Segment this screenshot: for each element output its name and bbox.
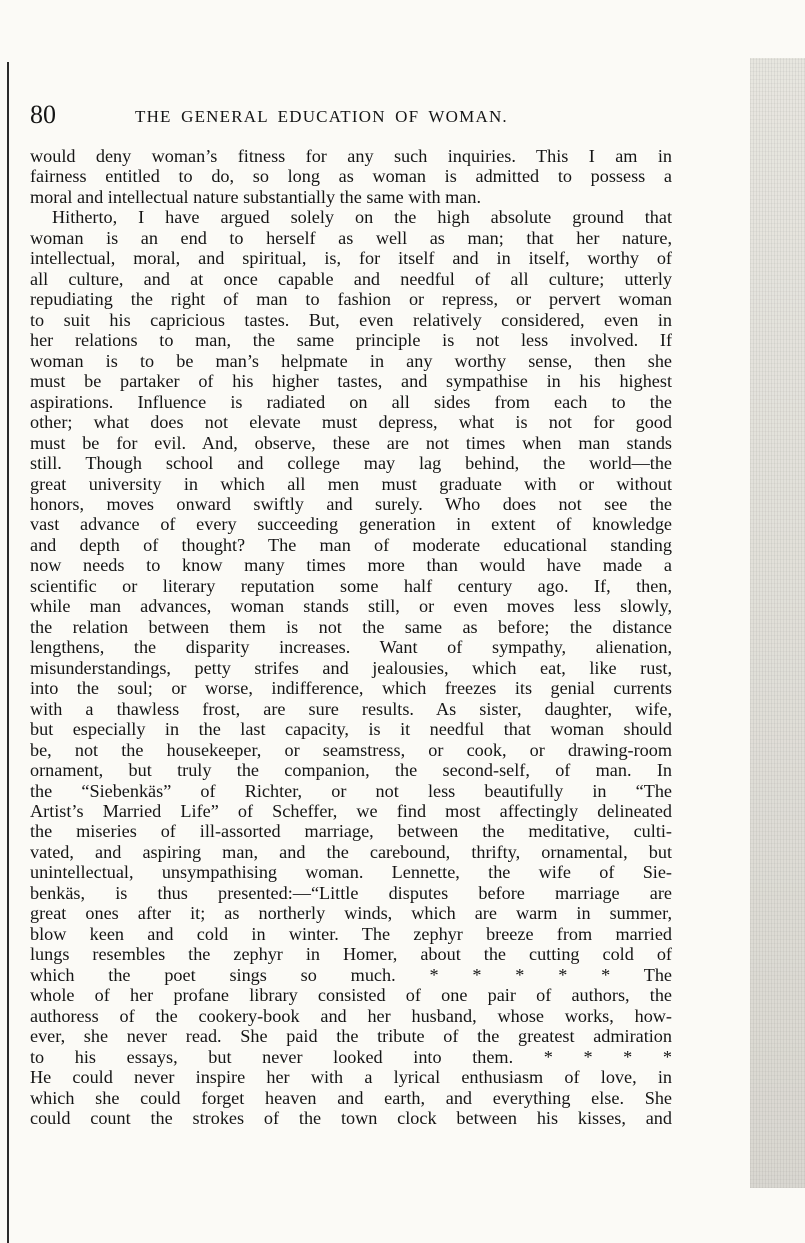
text-line: woman is an end to herself as well as man; that her nature, <box>30 227 672 248</box>
text-line: repudiating the right of man to fashion or repress, or pervert woman <box>30 289 672 310</box>
text-line: misunderstandings, petty strifes and jealousies, which eat, like rust, <box>30 657 672 678</box>
page-number: 80 <box>30 100 56 129</box>
text-line: aspirations. Influence is radiated on all sides from each to the <box>30 391 672 412</box>
text-line: unintellectual, unsympathising woman. Lennette, the wife of Sie- <box>30 862 672 883</box>
text-line: fairness entitled to do, so long as woman is admitted to possess a <box>30 166 672 187</box>
text-line: would deny woman’s fitness for any such inquiries. This I am in <box>30 146 672 166</box>
text-line: intellectual, moral, and spiritual, is, for itself and in itself, worthy of <box>30 248 672 269</box>
text-line: could count the strokes of the town clock between his kisses, and <box>30 1108 672 1129</box>
text-line: Hitherto, I have argued solely on the high absolute ground that <box>52 207 672 228</box>
text-line: into the soul; or worse, indifference, which freezes its genial currents <box>30 678 672 699</box>
text-line: and depth of thought? The man of moderate educational standing <box>30 534 672 555</box>
text-line: benkäs, is thus presented:—“Little disputes before marriage are <box>30 882 672 903</box>
text-line: to his essays, but never looked into them. * * * * <box>30 1046 672 1067</box>
text-line: still. Though school and college may lag behind, the world—the <box>30 453 672 474</box>
text-line: scientific or literary reputation some half century ago. If, then, <box>30 575 672 596</box>
text-line: her relations to man, the same principle is not less involved. If <box>30 330 672 351</box>
text-line: lungs resembles the zephyr in Homer, about the cutting cold of <box>30 944 672 965</box>
text-line: moral and intellectual nature substantially the same with man. <box>30 186 482 207</box>
text-line: ever, she never read. She paid the tribute of the greatest admiration <box>30 1026 672 1047</box>
text-line: other; what does not elevate must depress, what is not for good <box>30 412 672 433</box>
text-line: the miseries of ill-assorted marriage, between the meditative, culti- <box>30 821 672 842</box>
running-title: THE GENERAL EDUCATION OF WOMAN. <box>135 107 508 126</box>
text-line: vated, and aspiring man, and the carebound, thrifty, ornamental, but <box>30 841 672 862</box>
book-gutter-shadow <box>750 58 805 1188</box>
text-line: great university in which all men must graduate with or without <box>30 473 672 494</box>
text-line: now needs to know many times more than would have made a <box>30 555 672 576</box>
text-line: which the poet sings so much. * * * * * The <box>30 964 672 985</box>
text-line: but especially in the last capacity, is it needful that woman should <box>30 719 672 740</box>
page-edge-rule <box>7 62 9 1243</box>
text-line: all culture, and at once capable and needful of all culture; utterly <box>30 268 672 289</box>
text-line: lengthens, the disparity increases. Want of sympathy, alienation, <box>30 637 672 658</box>
text-line: woman is to be man’s helpmate in any worthy sense, then she <box>30 350 672 371</box>
text-line: blow keen and cold in winter. The zephyr breeze from married <box>30 923 672 944</box>
page-header <box>30 100 670 140</box>
text-line: the relation between them is not the same as before; the distance <box>30 616 672 637</box>
text-line: Artist’s Married Life” of Scheffer, we find most affectingly delineated <box>30 801 672 821</box>
body-text <box>30 146 672 1129</box>
text-line: honors, moves onward swiftly and surely. Who does not see the <box>30 493 672 514</box>
text-line: great ones after it; as northerly winds, which are warm in summer, <box>30 903 672 924</box>
text-line: with a thawless frost, are sure results. As sister, daughter, wife, <box>30 698 672 719</box>
text-line: while man advances, woman stands still, or even moves less slowly, <box>30 596 672 617</box>
text-line: He could never inspire her with a lyrical enthusiasm of love, in <box>30 1067 672 1088</box>
text-line: the “Siebenkäs” of Richter, or not less beautifully in “The <box>30 780 672 801</box>
text-line: must be partaker of his higher tastes, and sympathise in his highest <box>30 371 672 392</box>
text-line: whole of her profane library consisted of one pair of authors, the <box>30 985 672 1006</box>
text-line: must be for evil. And, observe, these are not times when man stands <box>30 432 672 453</box>
text-line: authoress of the cookery-book and her husband, whose works, how- <box>30 1005 672 1026</box>
text-line: which she could forget heaven and earth, and everything else. She <box>30 1087 672 1108</box>
text-line: ornament, but truly the companion, the second-self, of man. In <box>30 760 672 781</box>
text-line: vast advance of every succeeding generation in extent of knowledge <box>30 514 672 535</box>
text-line: be, not the housekeeper, or seamstress, or cook, or drawing-room <box>30 739 672 760</box>
text-line: to suit his capricious tastes. But, even relatively considered, even in <box>30 309 672 330</box>
